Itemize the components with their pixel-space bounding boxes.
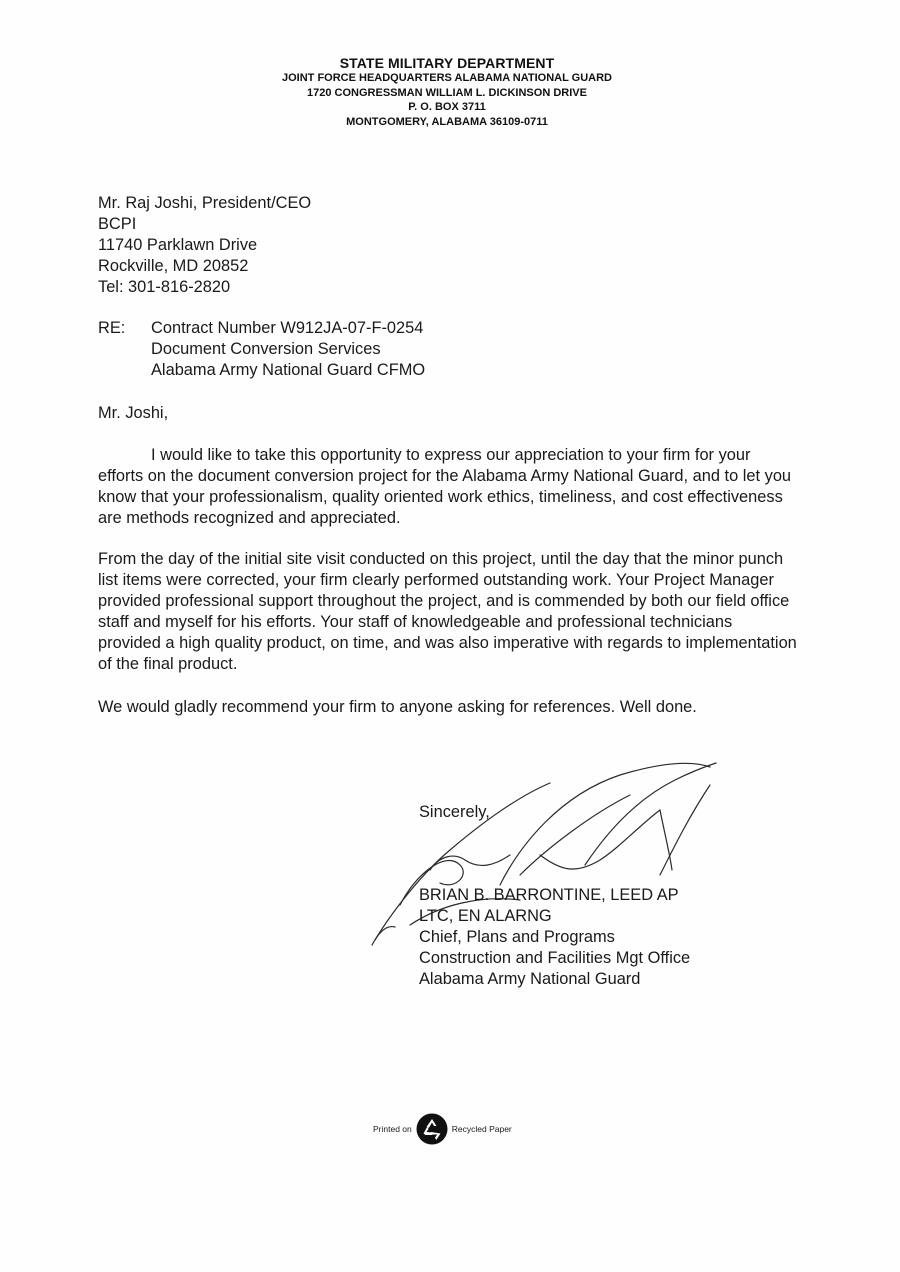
addressee-block <box>98 193 311 298</box>
subject-line: Document Conversion Services <box>151 340 381 358</box>
signer-line: BRIAN B. BARRONTINE, LEED AP <box>419 886 679 904</box>
body-paragraph <box>98 549 798 675</box>
subject-label: RE: <box>98 319 126 337</box>
recycle-icon <box>416 1113 448 1145</box>
subject-line: Contract Number W912JA-07-F-0254 <box>151 319 424 337</box>
letterhead <box>0 55 894 129</box>
addressee-line: Rockville, MD 20852 <box>98 257 249 275</box>
letterhead-line: JOINT FORCE HEADQUARTERS ALABAMA NATIONAL GUARD <box>282 72 612 84</box>
footer-right-text: Recycled Paper <box>451 1124 512 1134</box>
addressee-line: Tel: 301-816-2820 <box>98 278 231 296</box>
addressee-line: BCPI <box>98 215 137 233</box>
letterhead-line: 1720 CONGRESSMAN WILLIAM L. DICKINSON DRIVE <box>307 86 587 99</box>
footer-left-text: Printed on <box>373 1124 412 1134</box>
letterhead-line: P. O. BOX 3711 <box>408 101 486 113</box>
signer-line: Construction and Facilities Mgt Office <box>419 949 691 967</box>
body-paragraph <box>98 445 798 529</box>
body-paragraph <box>98 697 798 718</box>
subject-line: Alabama Army National Guard CFMO <box>151 361 426 379</box>
addressee-line: 11740 Parklawn Drive <box>98 236 258 254</box>
addressee-line: Mr. Raj Joshi, President/CEO <box>98 194 312 212</box>
signer-line: Chief, Plans and Programs <box>419 928 615 946</box>
signer-block <box>419 885 690 990</box>
letterhead-line: MONTGOMERY, ALABAMA 36109-0711 <box>346 115 548 128</box>
signer-line: LTC, EN ALARNG <box>419 907 552 925</box>
paragraph-text: From the day of the initial site visit conducted on this project, until the day that the minor punch list items were corrected, your firm clearly performed outstanding work. Your Project Manager provided professional support throughout the project, and is commended by both our field office staff and myself for his efforts. Your staff of knowledgeable and professional technicians provided a high quality product, on time, and was also imperative with regards to implementation of the final product. <box>98 550 797 673</box>
paragraph-text: I would like to take this opportunity to express our appreciation to your firm for your efforts on the document conversion project for the Alabama Army National Guard, and to let you know that your professionalism, quality oriented work ethics, timeliness, and cost effectiveness are methods recognized and appreciated. <box>98 446 792 527</box>
letterhead-organization: STATE MILITARY DEPARTMENT <box>339 55 555 71</box>
paragraph-text: We would gladly recommend your firm to anyone asking for references. Well done. <box>98 698 697 716</box>
recycled-paper-footer <box>373 1112 512 1146</box>
signer-line: Alabama Army National Guard <box>419 970 641 988</box>
subject-lines <box>151 318 425 381</box>
salutation: Mr. Joshi, <box>98 404 169 422</box>
closing: Sincerely, <box>419 803 490 821</box>
